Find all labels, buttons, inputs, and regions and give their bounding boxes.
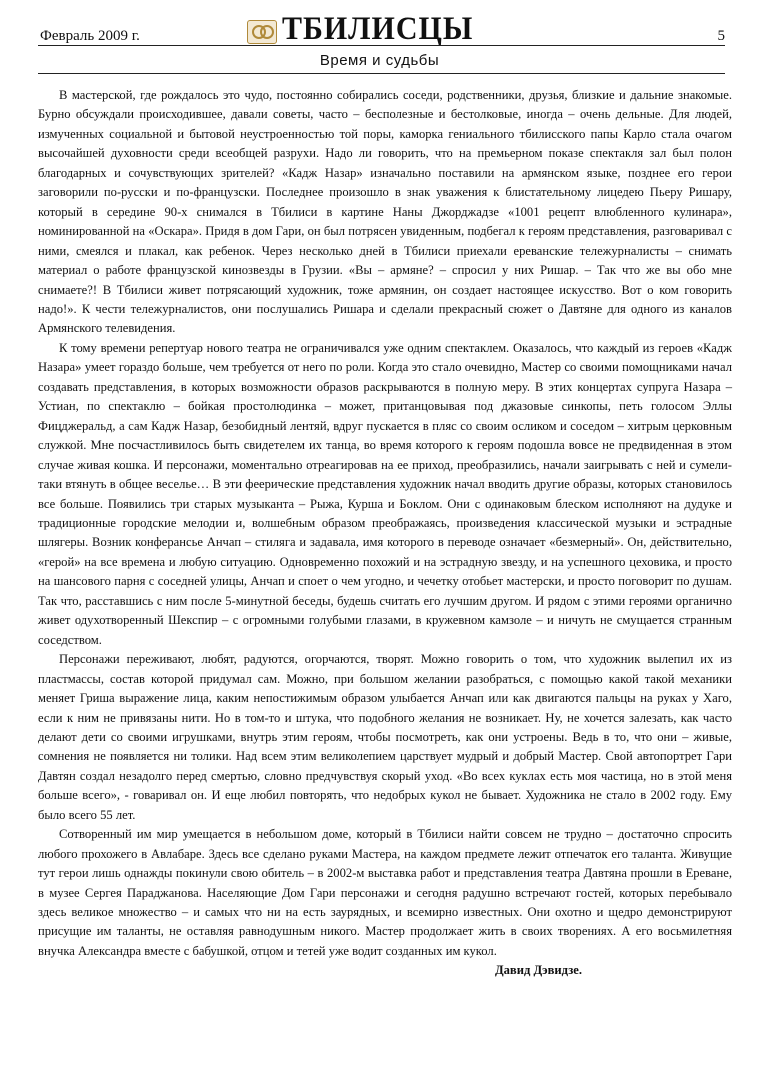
section-title: Время и судьбы [319,52,440,69]
header-rule-top [38,45,725,46]
article-paragraph: К тому времени репертуар нового театра не ограничивался уже одним спектаклем. Оказалось, что каждый из героев «Кадж Назара» умеет гораздо больше, чем требуется от него по роли. Когда это стало очевидно, Мастер со своими помощниками начал создавать представления, в которых возможности образов раскрываются в полную меру. В этих концертах супруга Назара – Устиан, по спектаклю – бойкая простолюдинка – может, пританцовывая под джазовые синкопы, петь голосом Эллы Фицджеральд, а сам Кадж Назар, безобидный лентяй, вдруг пускается в пляс со своим осликом и соседом – хитрым церковным служкой. Мне посчастливилось быть свидетелем их танца, во время которого к героям подошла вовсе не предвиденная в этом случае живая кошка. И персонажи, моментально отреагировав на ее приход, преобразились, начали заигрывать с ней и сумели-таки втянуть в общее веселье… В эти феерические представления художник начал вводить другие образы, которых становилось все больше. Появились три старых музыканта – Рыжа, Курша и Боклом. Они с одинаковым блеском исполняют на дудуке и традиционные городские мелодии и, волшебным образом преображаясь, произведения классической музыки и эстрадные шлягеры. Возник конферансье Анчап – стиляга и задавала, имя которого в переводе означает «безмерный». Он, действительно, «герой» на все времена и любую ситуацию. Одновременно похожий и на эстрадную звезду, и на успешного цеховика, и просто на шансового парня с соседней улицы, Анчап и споет о чем угодно, и чечетку отобьет мастерски, и просто поговорит по душам. Так что, расставшись с ним после 5-минутной беседы, будешь считать его лучшим другом. И рядом с этими героями органично живет одухотворенный Шекспир – с огромными голубыми глазами, в кружевном камзоле – и ничуть не смущается странным соседством. [38,340,732,647]
header-rule-bottom [38,73,725,74]
page-header [0,0,759,50]
article-paragraph: Персонажи переживают, любят, радуются, огорчаются, творят. Можно говорить о том, что художник вылепил их из пластмассы, состав которой придумал сам. Можно, при большом желании разобраться, с помощью какой такой механики меняет Гриша выражение лица, каким непостижимым образом улыбается Анчап или как двигаются пальцы на руках у Хаго, если к ним не привязаны нити. Но в том-то и штука, что подобного желания не возникает. Ну, не хочется залезать, как часто делают дети со своими игрушками, внутрь этим героям, чтобы посмотреть, как они устроены. Ведь в то, что они – живые, сомнения не появляется ни толики. Над всем этим великолепием царствует мудрый и добрый Мастер. Свой автопортрет Гари Давтян создал незадолго перед смертью, словно предчувствуя скорый уход. «Во всех куклах есть моя частица, но в этой меня больше всего», - говаривал он. И еще любил повторять, что недобрых кукол не бывает. Художника не стало в 2002 году. Ему было всего 55 лет. [38,652,732,822]
article-body [38,86,732,981]
page-number: 5 [717,28,725,44]
publisher-logo-icon [247,20,277,44]
newspaper-masthead: ТБИЛИСЦЫ [282,10,474,47]
article-paragraph: В мастерской, где рождалось это чудо, постоянно собирались соседи, родственники, друзья, близкие и дальние знакомые. Бурно обсуждали происходившее, давали советы, часто – бесполезные и бестолковые, иногда – очень дельные. Для людей, измученных социальной и бытовой неустроенностью той поры, каморка гениального тбилисского папы Карло стала очагом высочайшей духовности среди всеобщей разрухи. Надо ли говорить, что на премьерном показе спектакля зал был полон благодарных и сочувствующих зрителей? «Кадж Назар» изначально поставили на армянском языке, позднее его герои заговорили по-русски и по-французски. Последнее произошло в знак уважения к блистательному лицедею Пьеру Ришару, который в середине 90-х снимался в Тбилиси в картине Наны Джорджадзе «1001 рецепт влюбленного кулинара», номинированной на «Оскара». Придя в дом Гари, он был потрясен увиденным, подбегал к героям представления, разговаривал с ними, смеялся и плакал, как ребенок. Через несколько дней в Тбилиси приехали ереванские тележурналисты – снимать материал о работе французской кинозвезды в Грузии. «Вы – армяне? – спросил у них Ришар. – Так что же вы обо мне снимаете?! В Тбилиси живет потрясающий художник, тоже армянин, он создает настоящее искусство. Вот о ком говорить надо!». К чести тележурналистов, они послушались Ришара и сделали прекрасный сюжет о Давтяне для одного из каналов Армянского телевидения. [38,88,732,336]
article-author: Давид Дэвидзе. [494,963,582,978]
article-paragraph: Сотворенный им мир умещается в небольшом доме, который в Тбилиси найти совсем не трудно – достаточно спросить любого прохожего в Авлабаре. Здесь все сделано руками Мастера, на каждом предмете лежит отпечаток его таланта. Живущие тут герои лишь однажды покинули свою обитель – в 2002-м выставка работ и представления театра Давтяна прошли в Ереване, в музее Сергея Параджанова. Населяющие Дом Гари персонажи и сегодня радушно встречают гостей, которых перебывало здесь великое множество – и самых что ни на есть заурядных, и всемирно известных. Они охотно и щедро демонстрируют присущие им таланты, не оставляя равнодушным никого. Мастер продолжает жить в своих творениях. А его восьмилетняя внучка Александра вместе с бабушкой, отцом и тетей уже водит созданных им кукол. [38,827,732,958]
issue-date: Февраль 2009 г. [40,28,140,44]
